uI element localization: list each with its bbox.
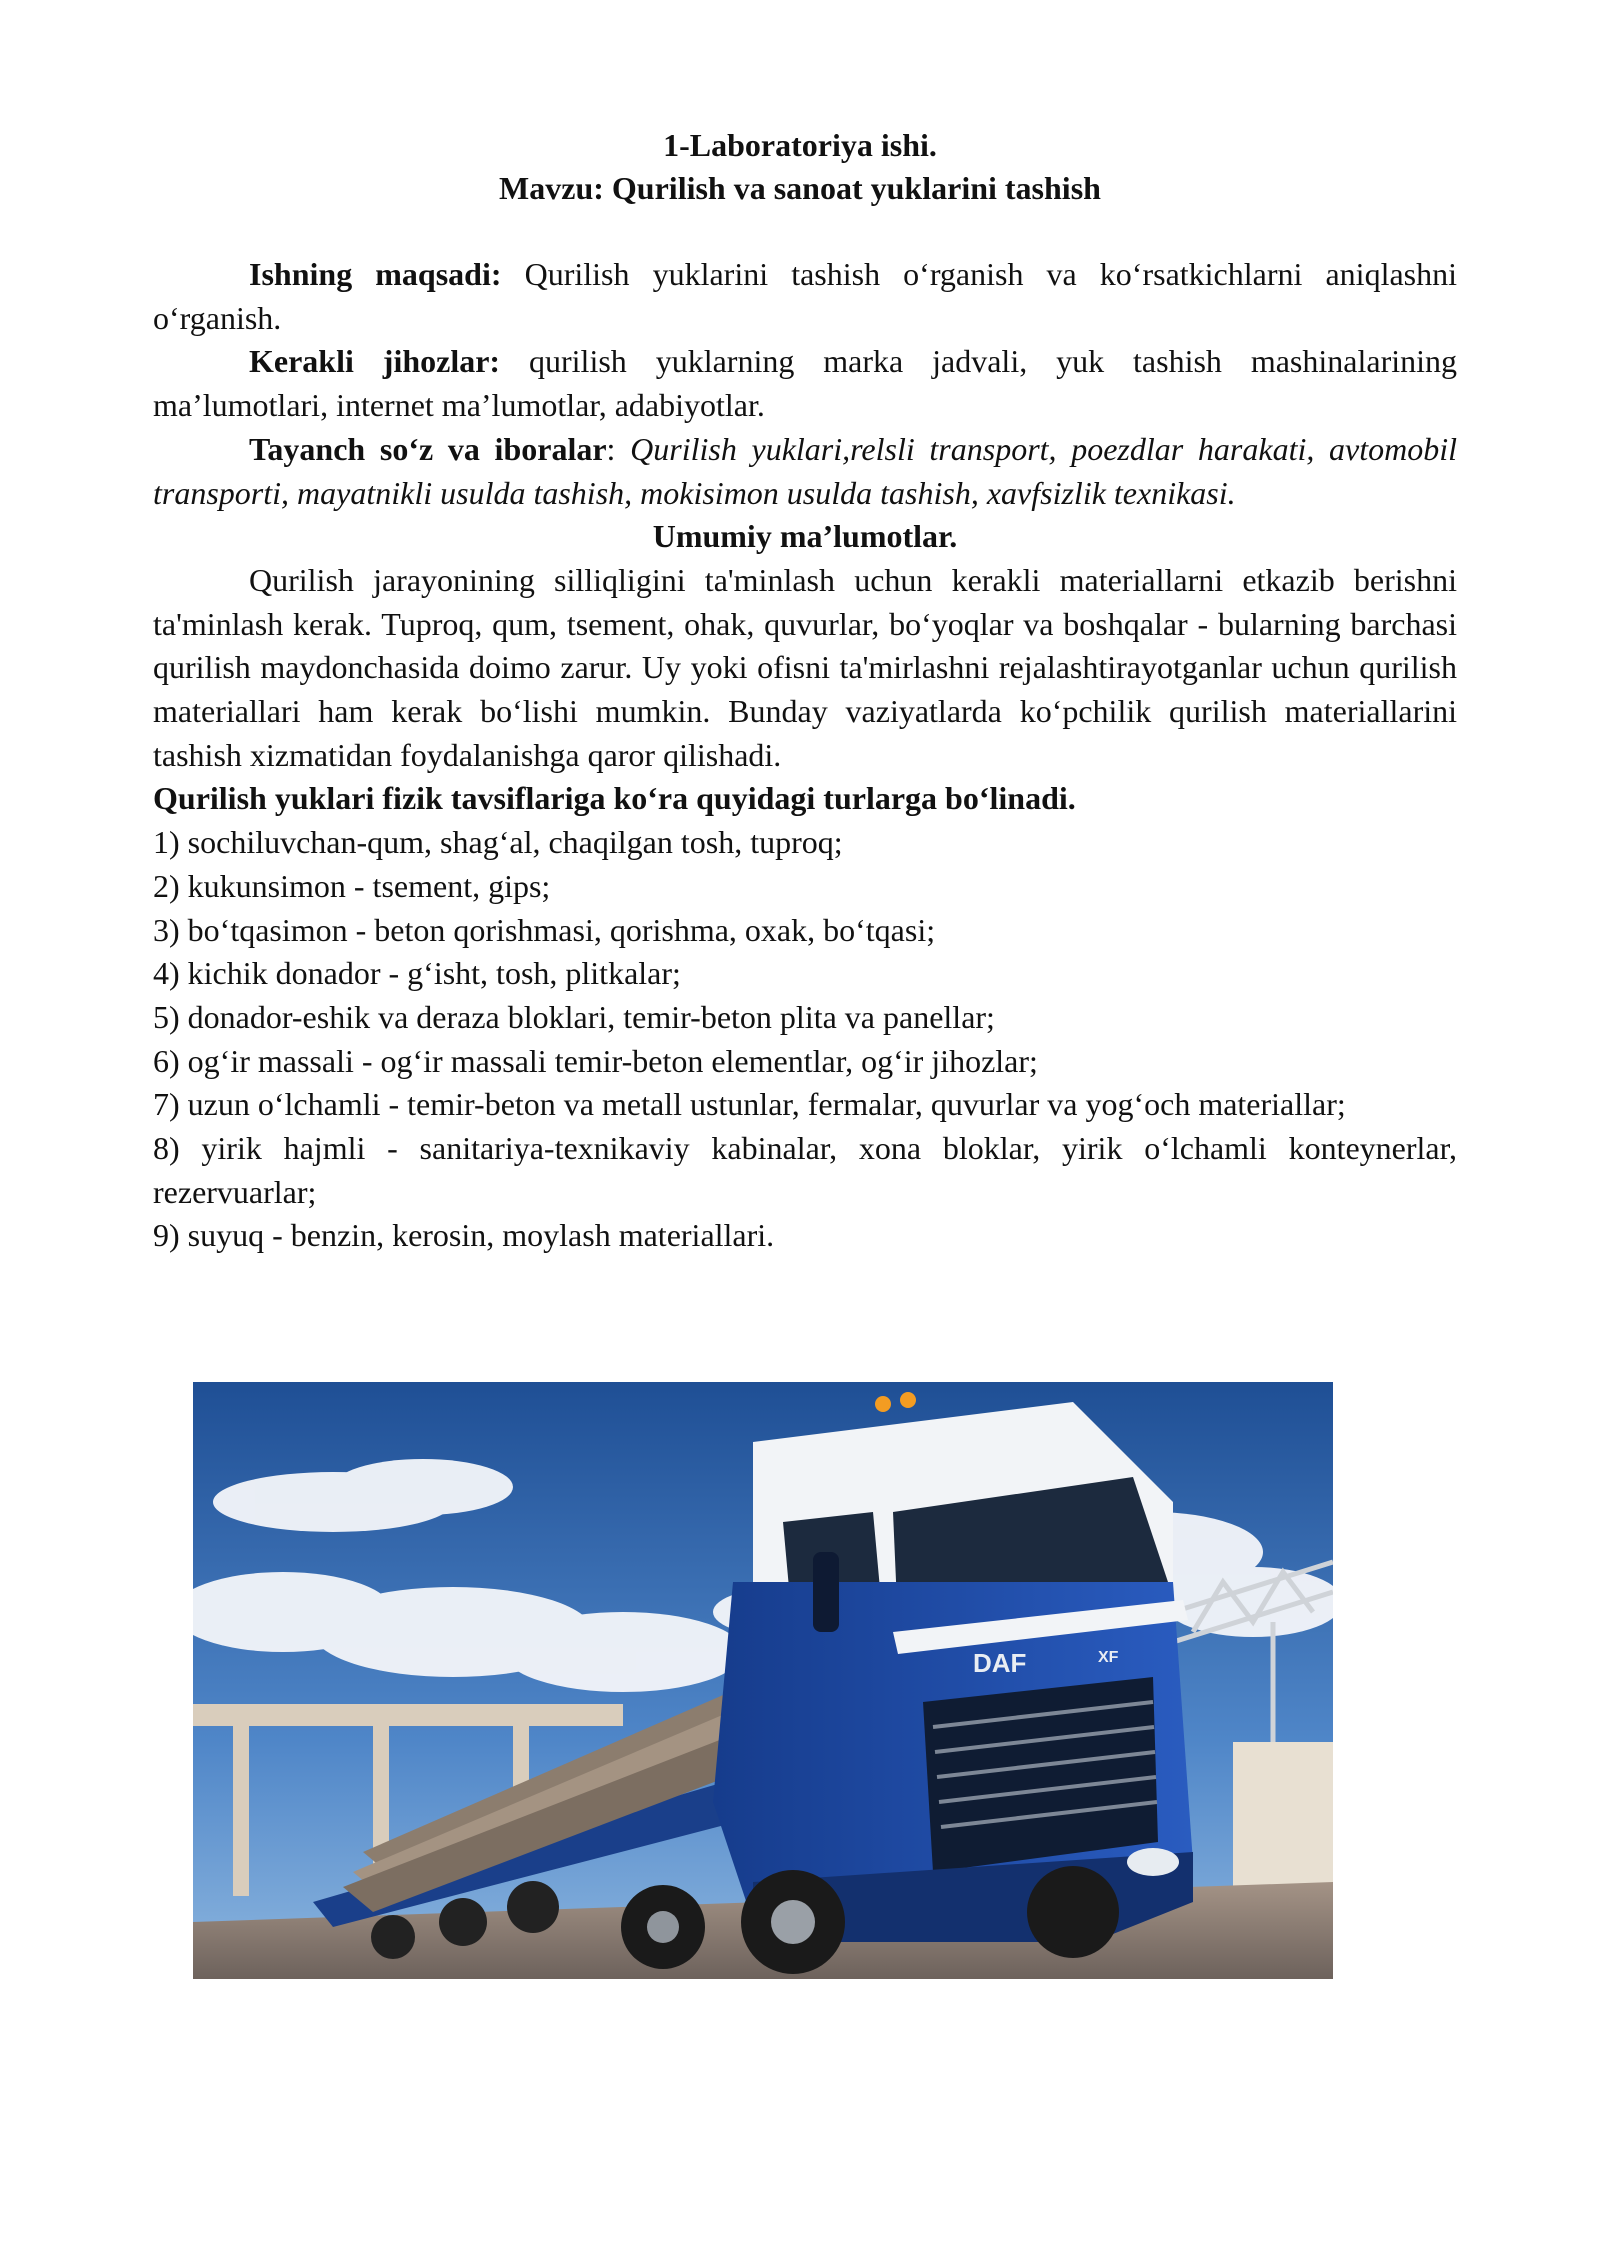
- list-item: 8) yirik hajmli - sanitariya-texnikaviy kabinalar, xona bloklar, yirik o‘lchamli konteynerlar, rezervuarlar;: [153, 1130, 1457, 1210]
- list-item: 5) donador-eshik va deraza bloklari, temir-beton plita va panellar;: [153, 998, 995, 1035]
- keywords-label: Tayanch so‘z va iboralar: [249, 430, 607, 467]
- general-paragraph: Qurilish jarayonining silliqligini ta'minlash uchun kerakli materiallarni etkazib berishni ta'minlash kerak. Tuproq, qum, tsement, ohak, quvurlar, bo‘yoqlar va boshqalar - bularning barchasi qurilish maydonchasida doimo zarur. Uy yoki ofisni ta'mirlashni rejalashtirayotganlar uchun qurilish materiallari ham kerak bo‘lishi mumkin. Bunday vaziyatlarda ko‘pchilik qurilish materiallarini tashish xizmatidan foydalanishga qaror qilishadi.: [153, 561, 1457, 773]
- list-item: 6) og‘ir massali - og‘ir massali temir-beton elementlar, og‘ir jihozlar;: [153, 1042, 1038, 1079]
- classification-list: [153, 821, 1457, 1258]
- goal-paragraph: [153, 253, 1457, 340]
- list-item: 1) sochiluvchan-qum, shag‘al, chaqilgan tosh, tuproq;: [153, 824, 843, 861]
- list-item: 2) kukunsimon - tsement, gips;: [153, 867, 551, 904]
- list-item: 3) bo‘tqasimon - beton qorishmasi, qorishma, oxak, bo‘tqasi;: [153, 911, 936, 948]
- goal-label: Ishning maqsadi:: [249, 256, 502, 292]
- list-item: 9) suyuq - benzin, kerosin, moylash materiallari.: [153, 1217, 775, 1254]
- topic-title: Mavzu: Qurilish va sanoat yuklarini tashish: [499, 170, 1101, 206]
- keywords-colon: :: [606, 430, 631, 467]
- goal-text: Qurilish yuklarini tashish o‘rganish va ko‘rsatkichlarni aniqlashni o‘rganish.: [153, 256, 1458, 336]
- keywords-text: Qurilish yuklari,relsli transport, poezdlar harakati, avtomobil transporti, mayatnikli usulda tashish, mokisimon usulda tashish, xavfsizlik texnikasi.: [153, 430, 1458, 511]
- brand-badge: DAF: [973, 1648, 1027, 1678]
- classification-heading: Qurilish yuklari fizik tavsiflariga ko‘ra quyidagi turlarga bo‘linadi.: [153, 780, 1076, 817]
- lab-title: 1-Laboratoriya ishi.: [663, 127, 937, 163]
- equipment-label: Kerakli jihozlar:: [249, 343, 501, 380]
- general-heading: Umumiy ma’lumotlar.: [652, 518, 958, 555]
- document-body: [153, 253, 1457, 1258]
- list-item: 7) uzun o‘lchamli - temir-beton va metall ustunlar, fermalar, quvurlar va yog‘och materiallar;: [153, 1086, 1346, 1123]
- keywords-paragraph: [153, 428, 1457, 515]
- equipment-text: qurilish yuklarning marka jadvali, yuk tashish mashinalarining ma’lumotlari, internet ma’lumotlar, adabiyotlar.: [153, 343, 1458, 424]
- truck-photo: [193, 1382, 1333, 1979]
- model-badge: XF: [1098, 1649, 1119, 1666]
- list-item: 4) kichik donador - g‘isht, tosh, plitkalar;: [153, 955, 681, 992]
- equipment-paragraph: [153, 340, 1457, 427]
